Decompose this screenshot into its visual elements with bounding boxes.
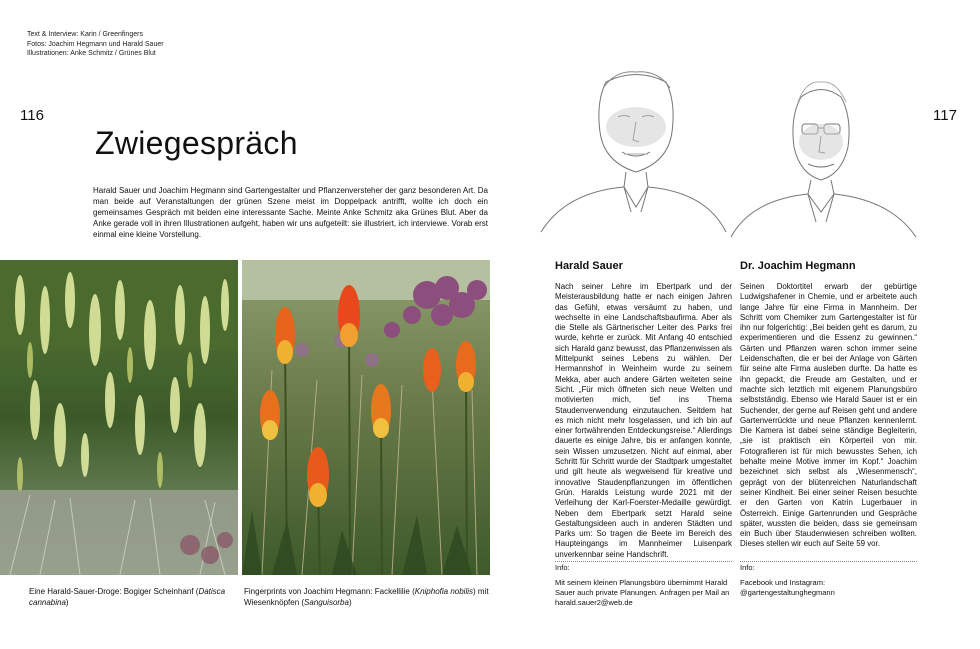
profile-harald (555, 260, 732, 560)
credits (27, 30, 164, 59)
page-number-right: 117 (933, 107, 957, 124)
profile-body: Nach seiner Lehre im Ebertpark und der Meisterausbildung hatte er nach einigen Jahren das Gefühl, etwas versäumt zu haben, und wechselte in eine Landschaftsbaufirma. Aber als die Stelle als Gärtnerischer Leiter des Parks frei wurde, kehrte er zurück. Mit Anfang 40 entschied sich Harald ganz bewusst, das Pflanzenwissen als Mittelpunkt seines Lebens zu wählen. Der Hermannshof in Weinheim wurde zu seinem Mekka, aber auch andere Gärten weiteten seine Sicht. „Für mich öffneten sich neue Welten und motivierten mich, tief ins Thema Staudenverwendung einzutauchen. Seitdem hat es mich nicht mehr losgelassen, und ich bin auf einer fortwährenden Entdeckungsreise.“ Allerdings dauerte es einige Jahre, bis er anfangen konnte, sein Wissen umzusetzen. Nicht auf einmal, aber Schritt für Schritt wurde der Stadtpark umgestaltet und gilt heute als wegweisend für kreative und innovative Staudenpflanzungen im öffentlichen Grün. Haralds Leistung wurde 2021 mit der Verleihung der Karl-Foerster-Medaille gewürdigt. Neben dem Ebertpark setzt Harald seine Gestaltungsideen auch in anderen Städten und Parks um: So tragen die Beete im Bereich des Haupteingangs im Mannheimer Luisenpark unverkennbar seine Handschrift. (555, 282, 732, 559)
caption-text: ) mit Wiesenknöpfen ( (244, 587, 489, 607)
caption-text: ) (348, 597, 352, 607)
info-text: Mit seinem kleinen Planungsbüro übernimmt Harald Sauer auch private Planungen. Anfragen per Mail an harald.sauer2@web.de (555, 578, 730, 607)
caption-latin: Datisca cannabina (29, 587, 226, 607)
caption-photo-kniphofia (244, 587, 490, 608)
credit-text: Text & Interview: Karin / Greenfingers (27, 31, 143, 38)
credit-illustrations: Illustrationen: Anke Schmitz / Grünes Blut (27, 50, 156, 57)
divider (740, 561, 917, 562)
info-joachim (740, 563, 917, 598)
caption-text: Eine Harald-Sauer-Droge: Bogiger Scheinhanf (29, 587, 194, 596)
info-label: Info: (555, 563, 570, 572)
portrait-sketch (536, 62, 936, 242)
photo-kniphofia (242, 260, 490, 575)
portrait-illustrations (536, 62, 936, 242)
caption-latin: Kniphofia nobilis (414, 587, 473, 596)
caption-text: Fingerprints von Joachim Hegmann: Fackellilie ( (244, 587, 415, 596)
divider (555, 561, 732, 562)
page-title: Zwiegespräch (95, 125, 298, 161)
caption-latin: Sanguisorba (304, 597, 349, 607)
profile-body: Seinen Doktortitel erwarb der gebürtige Ludwigshafener in Chemie, und er arbeitete auch lange Jahre für eine Firma in Mannheim. Der Schritt vom Chemiker zum Gartengestalter ist für ihn nur folgerichtig: „Bei beiden geht es darum, zu experimentieren und die Essenz zu gewinnen.“ Gärten und Pflanzen waren schon immer seine Leidenschaften, die er bei der Anlage von Gärten für seine alte Firma ausleben durfte. Da hatte es ihn gepackt, die Freude am Gestalten, und er machte sich letztlich mit eigenem Planungsbüro selbstständig. Ebenso wie Harald Sauer ist er ein Suchender, der gerne auf Reisen geht und andere Gartenverrückte und neue Pflanzen kennenlernt. Die Kamera ist dabei seine ständige Begleiterin, „sie ist praktisch ein Körperteil von mir. Fotografieren ist für mich bewusstes Sehen, ich behalte meine Motive immer im Kopf.“ Joachim bezeichnet sich selbst als „Wiesenmensch“, geprägt von der blütenreichen Naturlandschaft seiner Kindheit. Bei einer seiner Reisen besuchte er den Garten von Katrin Lugerbauer in Österreich. Einige Gartenrunden und Gespräche später, wussten die beiden, dass sie gemeinsam ein Buch über Staudenwiesen schreiben wollten. Dieses stellen wir euch auf Seite 59 vor. (740, 282, 917, 549)
profile-joachim (740, 260, 917, 550)
caption-photo-datisca: Eine Harald-Sauer-Droge: Bogiger Scheinhanf (Datisca cannabina) (29, 587, 226, 607)
info-label: Info: (740, 563, 755, 572)
page-number-left: 116 (20, 107, 44, 124)
info-harald (555, 563, 732, 608)
profile-name: Harald Sauer (555, 260, 623, 272)
info-text: Facebook und Instagram: @gartengestaltunghegmann (740, 578, 835, 597)
profile-name: Dr. Joachim Hegmann (740, 260, 856, 272)
credit-photos: Fotos: Joachim Hegmann und Harald Sauer (27, 40, 164, 48)
photo-datisca (0, 260, 238, 575)
intro-text: Harald Sauer und Joachim Hegmann sind Gartengestalter und Pflanzenversteher der ganz besonderen Art. Da man beide auf Veranstaltungen der grünen Szene meist im Doppelpack antrifft, wollte ich doch ein gemeinsames Gespräch mit beiden eine interessante Sache. Meinte Anke Schmitz aka Grünes Blut. Aber da Anke gerade voll in ihren Illustrationen aufgeht, haben wir uns aufgeteilt: sie illustriert, ich interviewe. Vorab erst einmal eine kleine Vorstellung. (93, 186, 488, 239)
